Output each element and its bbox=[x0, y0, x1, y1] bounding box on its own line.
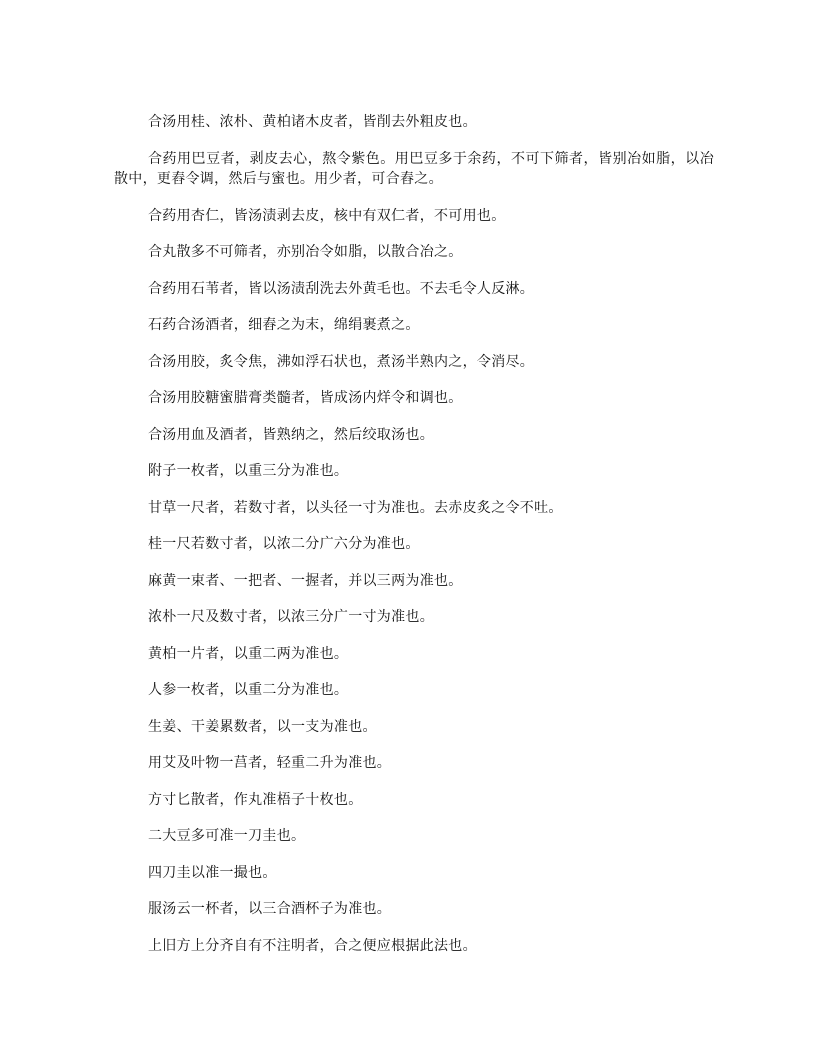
paragraph-17: 生姜、干姜累数者，以一支为准也。 bbox=[148, 718, 377, 735]
paragraph-9: 合汤用血及酒者，皆熟纳之，然后绞取汤也。 bbox=[148, 426, 434, 443]
paragraph-3: 合药用杏仁，皆汤渍剥去皮，核中有双仁者，不可用也。 bbox=[148, 207, 506, 224]
paragraph-18: 用艾及叶物一莒者，轻重二升为准也。 bbox=[148, 755, 392, 771]
paragraph-21: 四刀圭以准一撮也。 bbox=[148, 864, 277, 881]
paragraph-2: 合药用巴豆者，剥皮去心，熬令紫色。用巴豆多于余药，不可下筛者，皆别冶如脂，以冶散中，更舂令调，然后与蜜也。用少者，可合舂之。 bbox=[114, 150, 714, 187]
paragraph-6: 石药合汤酒者，细舂之为末，绵绢裹煮之。 bbox=[148, 317, 420, 333]
paragraph-23: 上旧方上分齐自有不注明者，合之便应根据此法也。 bbox=[148, 937, 477, 954]
paragraph-15: 黄柏一片者，以重二两为准也。 bbox=[148, 645, 349, 662]
paragraph-4: 合丸散多不可筛者，亦别冶令如脂，以散合冶之。 bbox=[148, 244, 463, 260]
paragraph-14: 浓朴一尺及数寸者，以浓三分广一寸为准也。 bbox=[148, 609, 434, 625]
paragraph-12: 桂一尺若数寸者，以浓二分广六分为准也。 bbox=[148, 536, 420, 552]
paragraph-5: 合药用石苇者，皆以汤渍刮洗去外黄毛也。不去毛令人反淋。 bbox=[148, 280, 535, 297]
paragraph-13: 麻黄一束者、一把者、一握者，并以三两为准也。 bbox=[148, 572, 463, 589]
paragraph-22: 服汤云一杯者，以三合酒杯子为准也。 bbox=[148, 901, 392, 917]
paragraph-1: 合汤用桂、浓朴、黄柏诸木皮者，皆削去外粗皮也。 bbox=[148, 114, 477, 130]
paragraph-10: 附子一枚者，以重三分为准也。 bbox=[148, 463, 349, 479]
paragraph-8: 合汤用胶糖蜜腊膏类髓者，皆成汤内烊令和调也。 bbox=[148, 390, 463, 406]
paragraph-7: 合汤用胶，炙令焦，沸如浮石状也，煮汤半熟内之，令消尽。 bbox=[148, 353, 535, 370]
paragraph-19: 方寸匕散者，作丸准梧子十枚也。 bbox=[148, 791, 363, 808]
paragraph-11: 甘草一尺者，若数寸者，以头径一寸为准也。去赤皮炙之令不吐。 bbox=[148, 499, 563, 516]
paragraph-20: 二大豆多可准一刀圭也。 bbox=[148, 828, 306, 844]
paragraph-16: 人参一枚者，以重二分为准也。 bbox=[148, 682, 349, 698]
